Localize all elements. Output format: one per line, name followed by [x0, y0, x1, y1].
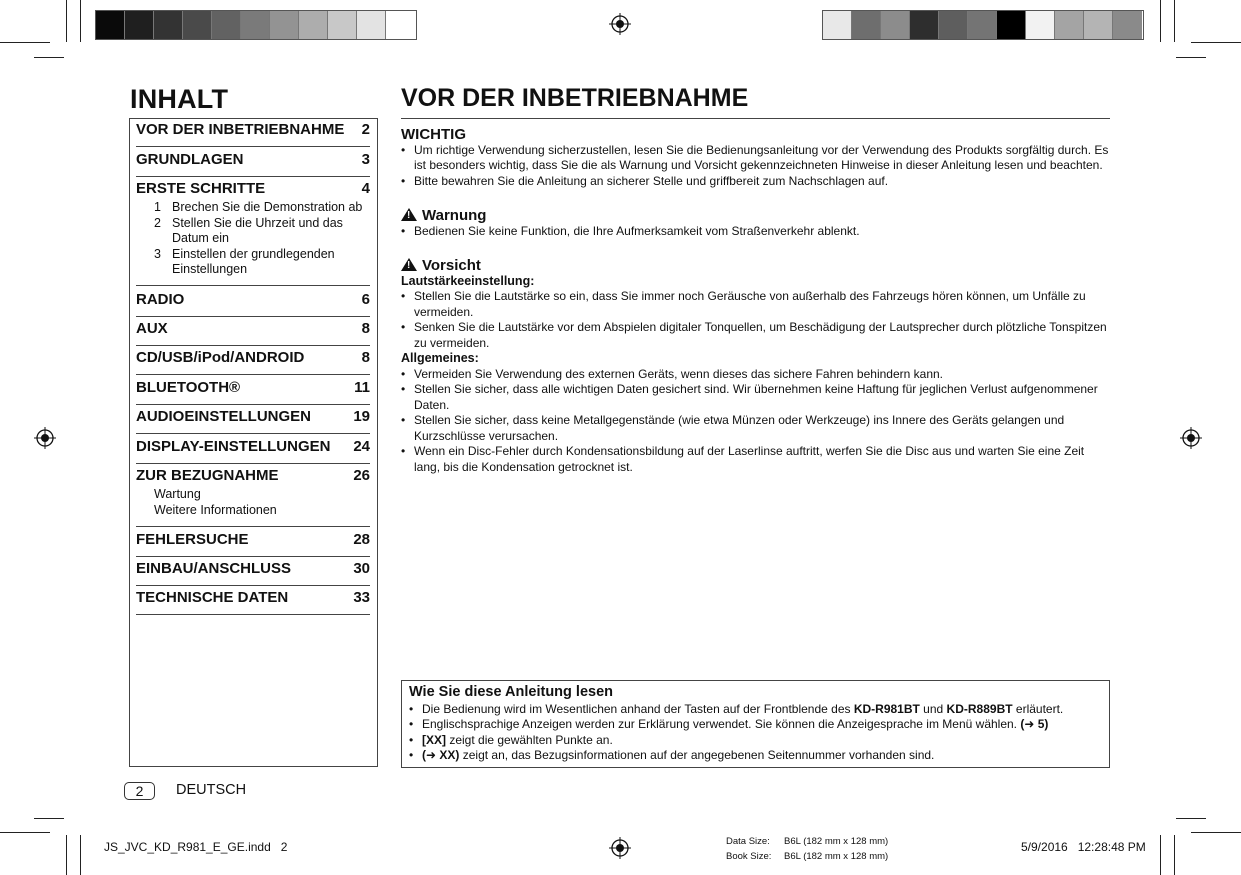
toc-entry-label: CD/USB/iPod/ANDROID — [136, 349, 305, 366]
toc-entry[interactable] — [136, 408, 370, 434]
language-label: DEUTSCH — [176, 782, 247, 798]
toc-entry[interactable] — [136, 180, 370, 286]
toc-entry[interactable] — [136, 291, 370, 317]
list-item: • Um richtige Verwendung sicherzustellen, lesen Sie die Bedienungsanleitung vor der Verwendung des Produkts sorgfältig durch. Es ist besonders wichtig, dass Sie die als Warnung und Vorsicht gekennzeichneten Hinweise in dieser Anleitung lesen und beachten. — [401, 143, 1111, 174]
general-list — [401, 367, 1111, 476]
registration-mark-icon — [1180, 427, 1202, 449]
warning-list — [401, 224, 1111, 240]
toc-entry-label: EINBAU/ANSCHLUSS — [136, 560, 292, 577]
toc-subitem[interactable] — [136, 247, 370, 278]
toc-subitem-text: Wartung — [154, 487, 201, 501]
toc-entry-page: 24 — [353, 438, 370, 455]
caution-heading — [401, 258, 1111, 274]
list-item: • Senken Sie die Lautstärke vor dem Abspielen digitaler Tonquellen, um Beschädigung der Lautsprecher durch plötzliche Tonspitzen zu vermeiden. — [401, 320, 1111, 351]
list-item — [409, 702, 1102, 718]
color-swatch — [270, 11, 299, 39]
toc-entry-label: ERSTE SCHRITTE — [136, 180, 266, 197]
toc-entry-page: 6 — [361, 291, 370, 308]
slug-filename: JS_JVC_KD_R981_E_GE.indd 2 — [104, 840, 288, 854]
toc-subitem-number: 3 — [154, 246, 161, 261]
book-size-label: Book Size: — [726, 851, 772, 862]
toc-entry-page: 8 — [361, 349, 370, 366]
toc-entry-label: BLUETOOTH® — [136, 379, 241, 396]
toc-entry-head — [136, 438, 370, 455]
color-swatch — [968, 11, 997, 39]
color-swatch — [823, 11, 852, 39]
list-item — [409, 733, 1102, 749]
crop-mark — [1160, 0, 1161, 42]
toc-sublist — [136, 200, 370, 278]
crop-mark — [34, 57, 64, 58]
crop-mark — [66, 0, 67, 42]
text: Die Bedienung wird im Wesentlichen anhand der Tasten auf der Frontblende des — [422, 701, 854, 716]
page-reference: (➜ XX) — [422, 748, 460, 762]
toc-entry-page: 26 — [353, 467, 370, 484]
color-swatch — [125, 11, 154, 39]
toc-entry-head — [136, 589, 370, 606]
crop-mark — [0, 42, 50, 43]
color-swatch — [852, 11, 881, 39]
data-size-label: Data Size: — [726, 836, 770, 847]
crop-mark — [1160, 835, 1161, 875]
color-swatch — [299, 11, 328, 39]
toc-entry-head — [136, 560, 370, 577]
color-bar-right — [822, 10, 1144, 40]
toc-entry[interactable] — [136, 320, 370, 346]
list-item — [409, 717, 1102, 733]
toc-entry-page: 11 — [354, 379, 370, 396]
how-to-read-box — [401, 680, 1110, 768]
general-heading: Allgemeines: — [401, 351, 479, 365]
toc-entry-label: GRUNDLAGEN — [136, 151, 244, 168]
page-number: 2 — [124, 782, 155, 800]
toc-entry[interactable] — [136, 438, 370, 464]
title-rule — [401, 118, 1110, 119]
warning-heading — [401, 208, 1111, 224]
text: zeigt die gewählten Punkte an. — [446, 732, 613, 747]
toc-entry[interactable] — [136, 379, 370, 405]
toc-entry-label: FEHLERSUCHE — [136, 531, 249, 548]
data-size-value: B6L (182 mm x 128 mm) — [784, 836, 889, 847]
toc-entry[interactable] — [136, 589, 370, 615]
toc-entry-head — [136, 121, 370, 138]
book-size-value: B6L (182 mm x 128 mm) — [784, 851, 889, 862]
caution-heading-label: Vorsicht — [422, 257, 481, 274]
text: zeigt an, das Bezugsinformationen auf der angegebenen Seitennummer vorhanden sind. — [459, 748, 935, 762]
toc-subitem-text: Brechen Sie die Demonstration ab — [172, 200, 363, 214]
crop-mark — [0, 832, 50, 833]
list-item: • Bitte bewahren Sie die Anleitung an sicherer Stelle und griffbereit zum Nachschlagen auf. — [401, 174, 1111, 190]
color-swatch — [241, 11, 270, 39]
toc-entry-label: VOR DER INBETRIEBNAHME — [136, 121, 345, 138]
toc-entry-head — [136, 180, 370, 197]
list-item: • Wenn ein Disc-Fehler durch Kondensationsbildung auf der Laserlinse auftritt, werfen Sie die Disc aus und warten Sie eine Zeit lang, bis die Kondensation getrocknet ist. — [401, 444, 1111, 475]
toc-subitem[interactable] — [136, 216, 370, 247]
color-swatch — [1055, 11, 1084, 39]
toc-entry[interactable] — [136, 151, 370, 177]
toc-entry[interactable] — [136, 467, 370, 527]
volume-heading: Lautstärkeeinstellung: — [401, 273, 535, 288]
color-swatch — [1084, 11, 1113, 39]
toc-entry-label: TECHNISCHE DATEN — [136, 589, 289, 606]
crop-mark — [1174, 0, 1175, 42]
color-swatch — [357, 11, 386, 39]
registration-mark-icon — [609, 837, 631, 859]
toc-entry-page: 30 — [353, 560, 370, 577]
crop-mark — [34, 818, 64, 819]
toc-subitem-number: 2 — [154, 215, 161, 230]
toc-subitem[interactable] — [136, 503, 370, 519]
toc-title: INHALT — [130, 84, 229, 114]
toc-entry-head — [136, 408, 370, 425]
toc-entry[interactable] — [136, 121, 370, 147]
toc-entry-page: 8 — [361, 320, 370, 337]
model-name: KD-R981BT — [853, 701, 920, 716]
toc-entry-head — [136, 531, 370, 548]
color-swatch — [997, 11, 1026, 39]
toc-entry-page: 19 — [353, 408, 370, 425]
color-swatch — [183, 11, 212, 39]
toc-subitem-text: Weitere Informationen — [154, 502, 277, 517]
registration-mark-icon — [609, 13, 631, 35]
color-swatch — [328, 11, 357, 39]
toc-entry-label: RADIO — [136, 291, 185, 308]
toc-entry-label: DISPLAY-EINSTELLUNGEN — [136, 438, 331, 455]
toc-sublist — [136, 487, 370, 518]
key-notation: [XX] — [422, 732, 446, 747]
list-item: • Vermeiden Sie Verwendung des externen Geräts, wenn dieses das sichere Fahren behindern kann. — [401, 367, 1111, 383]
model-name: KD-R889BT — [946, 701, 1013, 716]
volume-list — [401, 289, 1111, 351]
main-body — [401, 127, 1111, 475]
color-swatch — [1026, 11, 1055, 39]
toc-entry-head — [136, 320, 370, 337]
page-reference: (➜ 5) — [1020, 717, 1049, 731]
color-swatch — [212, 11, 241, 39]
list-item: • Bedienen Sie keine Funktion, die Ihre Aufmerksamkeit vom Straßenverkehr ablenkt. — [401, 224, 1111, 240]
crop-mark — [80, 835, 81, 875]
important-heading: WICHTIG — [401, 126, 466, 143]
how-to-read-list — [409, 702, 1102, 764]
toc-subitem-text: Einstellen der grundlegenden Einstellungen — [172, 246, 335, 276]
toc-entry-page: 2 — [361, 121, 370, 138]
color-swatch — [939, 11, 968, 39]
text: und — [919, 701, 947, 716]
color-swatch — [96, 11, 125, 39]
page-title: VOR DER INBETRIEBNAHME — [401, 84, 749, 112]
color-swatch — [386, 11, 415, 39]
toc-entry-page: 4 — [361, 180, 370, 197]
color-swatch — [881, 11, 910, 39]
warning-heading-label: Warnung — [422, 207, 487, 224]
toc-entry[interactable] — [136, 531, 370, 557]
slug-sizes — [726, 834, 888, 864]
toc-entry[interactable] — [136, 349, 370, 375]
toc-entry[interactable] — [136, 560, 370, 586]
warning-icon: ! — [401, 208, 417, 221]
toc-entry-page: 33 — [353, 589, 370, 606]
toc-subitem-number: 1 — [154, 200, 161, 214]
toc-entry-label: AUX — [136, 320, 168, 337]
text: Englischsprachige Anzeigen werden zur Erklärung verwendet. Sie können die Anzeigesprache im Menü wählen. — [422, 717, 1021, 731]
toc-entry-head — [136, 291, 370, 308]
list-item: • Stellen Sie sicher, dass keine Metallgegenstände (wie etwa Münzen oder Werkzeuge) ins Innere des Geräts gelangen und Kurzschlüsse verursachen. — [401, 413, 1111, 444]
important-list — [401, 143, 1111, 190]
toc-subitem[interactable] — [136, 200, 370, 216]
toc-entry-head — [136, 379, 370, 396]
toc-entry-head — [136, 349, 370, 366]
crop-mark — [1176, 57, 1206, 58]
list-item — [409, 748, 1102, 764]
toc-subitem[interactable] — [136, 487, 370, 503]
toc-entry-head — [136, 467, 370, 484]
toc-entry-label: ZUR BEZUGNAHME — [136, 467, 279, 484]
warning-icon: ! — [401, 258, 417, 271]
color-swatch — [910, 11, 939, 39]
list-item: • Stellen Sie die Lautstärke so ein, dass Sie immer noch Geräusche von außerhalb des Fahrzeugs hören können, um Unfälle zu vermeiden. — [401, 289, 1111, 320]
toc-entry-page: 28 — [353, 531, 370, 548]
how-to-read-title: Wie Sie diese Anleitung lesen — [409, 684, 613, 700]
list-item: • Stellen Sie sicher, dass alle wichtigen Daten gesichert sind. Wir übernehmen keine Haftung für jeglichen Verlust aufgenommener Daten. — [401, 382, 1111, 413]
crop-mark — [1174, 835, 1175, 875]
crop-mark — [80, 0, 81, 42]
slug-date: 5/9/2016 12:28:48 PM — [1021, 840, 1146, 854]
crop-mark — [1176, 818, 1206, 819]
toc-entry-head — [136, 151, 370, 168]
text: erläutert. — [1012, 701, 1064, 716]
crop-mark — [66, 835, 67, 875]
crop-mark — [1191, 832, 1241, 833]
toc-subitem-text: Stellen Sie die Uhrzeit und das Datum ein — [172, 215, 343, 245]
toc-entry-page: 3 — [361, 151, 370, 168]
registration-mark-icon — [34, 427, 56, 449]
color-swatch — [1113, 11, 1142, 39]
color-swatch — [154, 11, 183, 39]
toc-entry-label: AUDIOEINSTELLUNGEN — [136, 408, 312, 425]
crop-mark — [1191, 42, 1241, 43]
color-bar-left — [95, 10, 417, 40]
